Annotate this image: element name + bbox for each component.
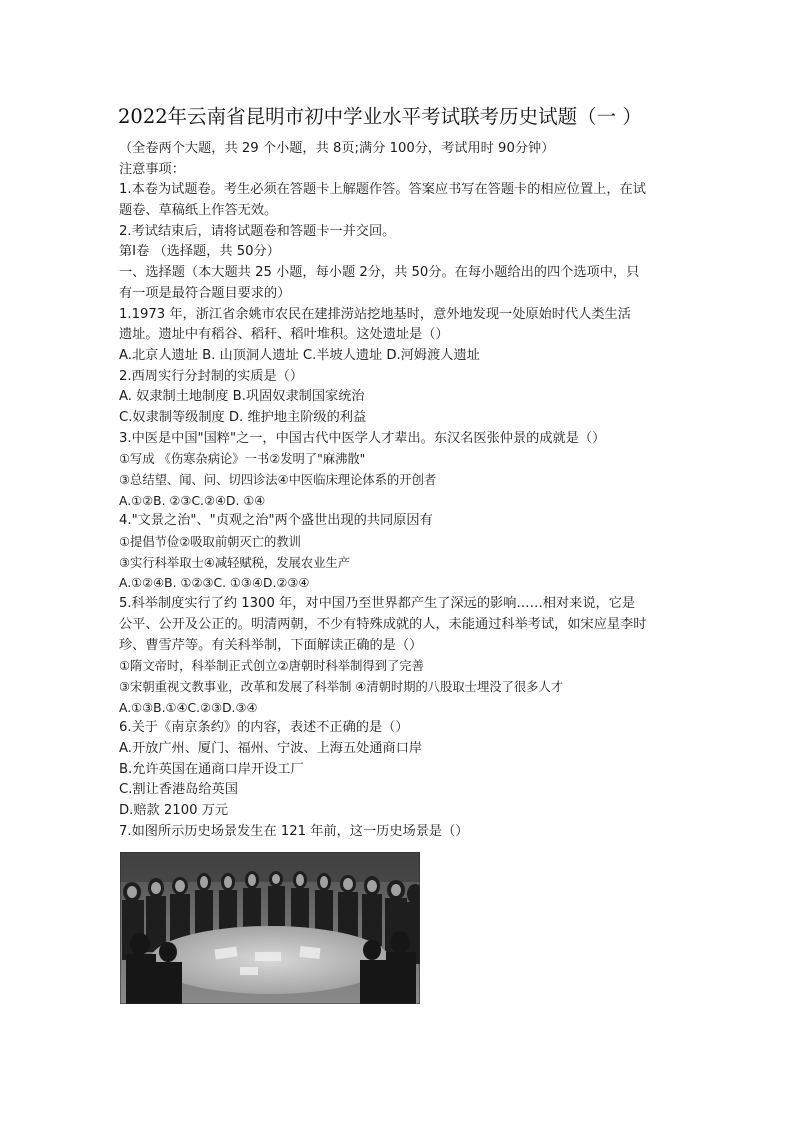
question-5-statements-a: ①隋文帝时，科举制正式创立②唐朝时科举制得到了完善 (119, 659, 424, 674)
notice-item-1-cont: 题卷、草稿纸上作答无效。 (119, 203, 278, 219)
question-5-options: A.①③B.①④C.②③D.③④ (119, 700, 258, 715)
question-6-option-b: B.允许英国在通商口岸开设工厂 (119, 761, 304, 777)
question-6: 6.关于《南京条约》的内容，表述不正确的是（） (119, 720, 409, 736)
question-7: 7.如图所示历史场景发生在 121 年前，这一历史场景是（） (119, 823, 469, 839)
question-5-cont-2: 珍、曹雪芹等。有关科举制，下面解读正确的是（） (119, 637, 423, 653)
question-2: 2.西周实行分封制的实质是（） (119, 368, 304, 384)
question-6-option-c: C.割让香港岛给英国 (119, 782, 238, 798)
question-5-cont: 公平、公开及公正的。明清两朝，不少有特殊成就的人，未能通过科举考试，如宋应星李时 (119, 616, 647, 632)
question-4-statements-b: ③实行科举取士④减轻赋税，发展农业生产 (119, 555, 351, 570)
question-3-statements-a: ①写成 《伤寒杂病论》一书②发明了"麻沸散" (119, 452, 366, 467)
question-4-statements-a: ①提倡节俭②吸取前朝灭亡的教训 (119, 535, 301, 550)
question-3: 3.中医是中国"国粹"之一，中国古代中医学人才辈出。东汉名医张仲景的成就是（） (119, 430, 606, 446)
question-3-statements-b: ③总结望、闻、问、切四诊法④中医临床理论体系的开创者 (119, 473, 437, 487)
historical-photo (120, 852, 420, 1004)
part-instructions-cont: 有一项是最符合题目要求的） (119, 285, 291, 301)
page-title: 2022年云南省昆明市初中学业水平考试联考历史试题（一 ） (118, 105, 642, 128)
question-2-options-ab: A. 奴隶制土地制度 B.巩固奴隶制国家统治 (119, 389, 365, 405)
notice-item-2: 2.考试结束后，请将试题卷和答题卡一并交回。 (119, 223, 396, 239)
exam-info: （全卷两个大题，共 29 个小题，共 8页;满分 100分，考试用时 90分钟） (119, 141, 555, 156)
question-5-statements-b: ③宋朝重视文教事业，改革和发展了科举制 ④清朝时期的八股取士埋没了很多人才 (119, 679, 564, 694)
exam-body (119, 139, 679, 842)
question-2-options-cd: C.奴隶制等级制度 D. 维护地主阶级的利益 (119, 409, 367, 425)
notice-item-1: 1.本卷为试题卷。考生必须在答题卡上解题作答。答案应书写在答题卡的相应位置上，在试 (119, 182, 646, 198)
question-4: 4."文景之治"、"贞观之治"两个盛世出现的共同原因有 (119, 513, 433, 529)
question-6-option-d: D.赔款 2100 万元 (119, 803, 229, 818)
question-5: 5.科举制度实行了约 1300 年，对中国乃至世界都产生了深远的影响……相对来说，它是 (119, 596, 636, 612)
question-1: 1.1973 年，浙江省余姚市农民在建排涝站挖地基时，意外地发现一处原始时代人类生活 (119, 306, 631, 322)
question-4-options: A.①②④B. ①②③C. ①③④D.②③④ (119, 576, 310, 591)
notice-heading: 注意事项： (119, 161, 185, 177)
section-heading: 第Ⅰ卷 （选择题，共 50分） (119, 244, 280, 260)
question-6-option-a: A.开放广州、厦门、福州、宁波、上海五处通商口岸 (119, 740, 423, 756)
question-3-options: A.①②B. ②③C.②④D. ①④ (119, 493, 266, 508)
part-instructions: 一、选择题（本大题共 25 小题，每小题 2分，共 50分。在每小题给出的四个选项中，只 (119, 265, 640, 281)
question-1-cont: 遗址。遗址中有稻谷、稻秆、稻叶堆积。这处遗址是（） (119, 327, 449, 343)
question-1-options: A.北京人遗址 B. 山顶洞人遗址 C.半坡人遗址 D.河姆渡人遗址 (119, 347, 480, 363)
